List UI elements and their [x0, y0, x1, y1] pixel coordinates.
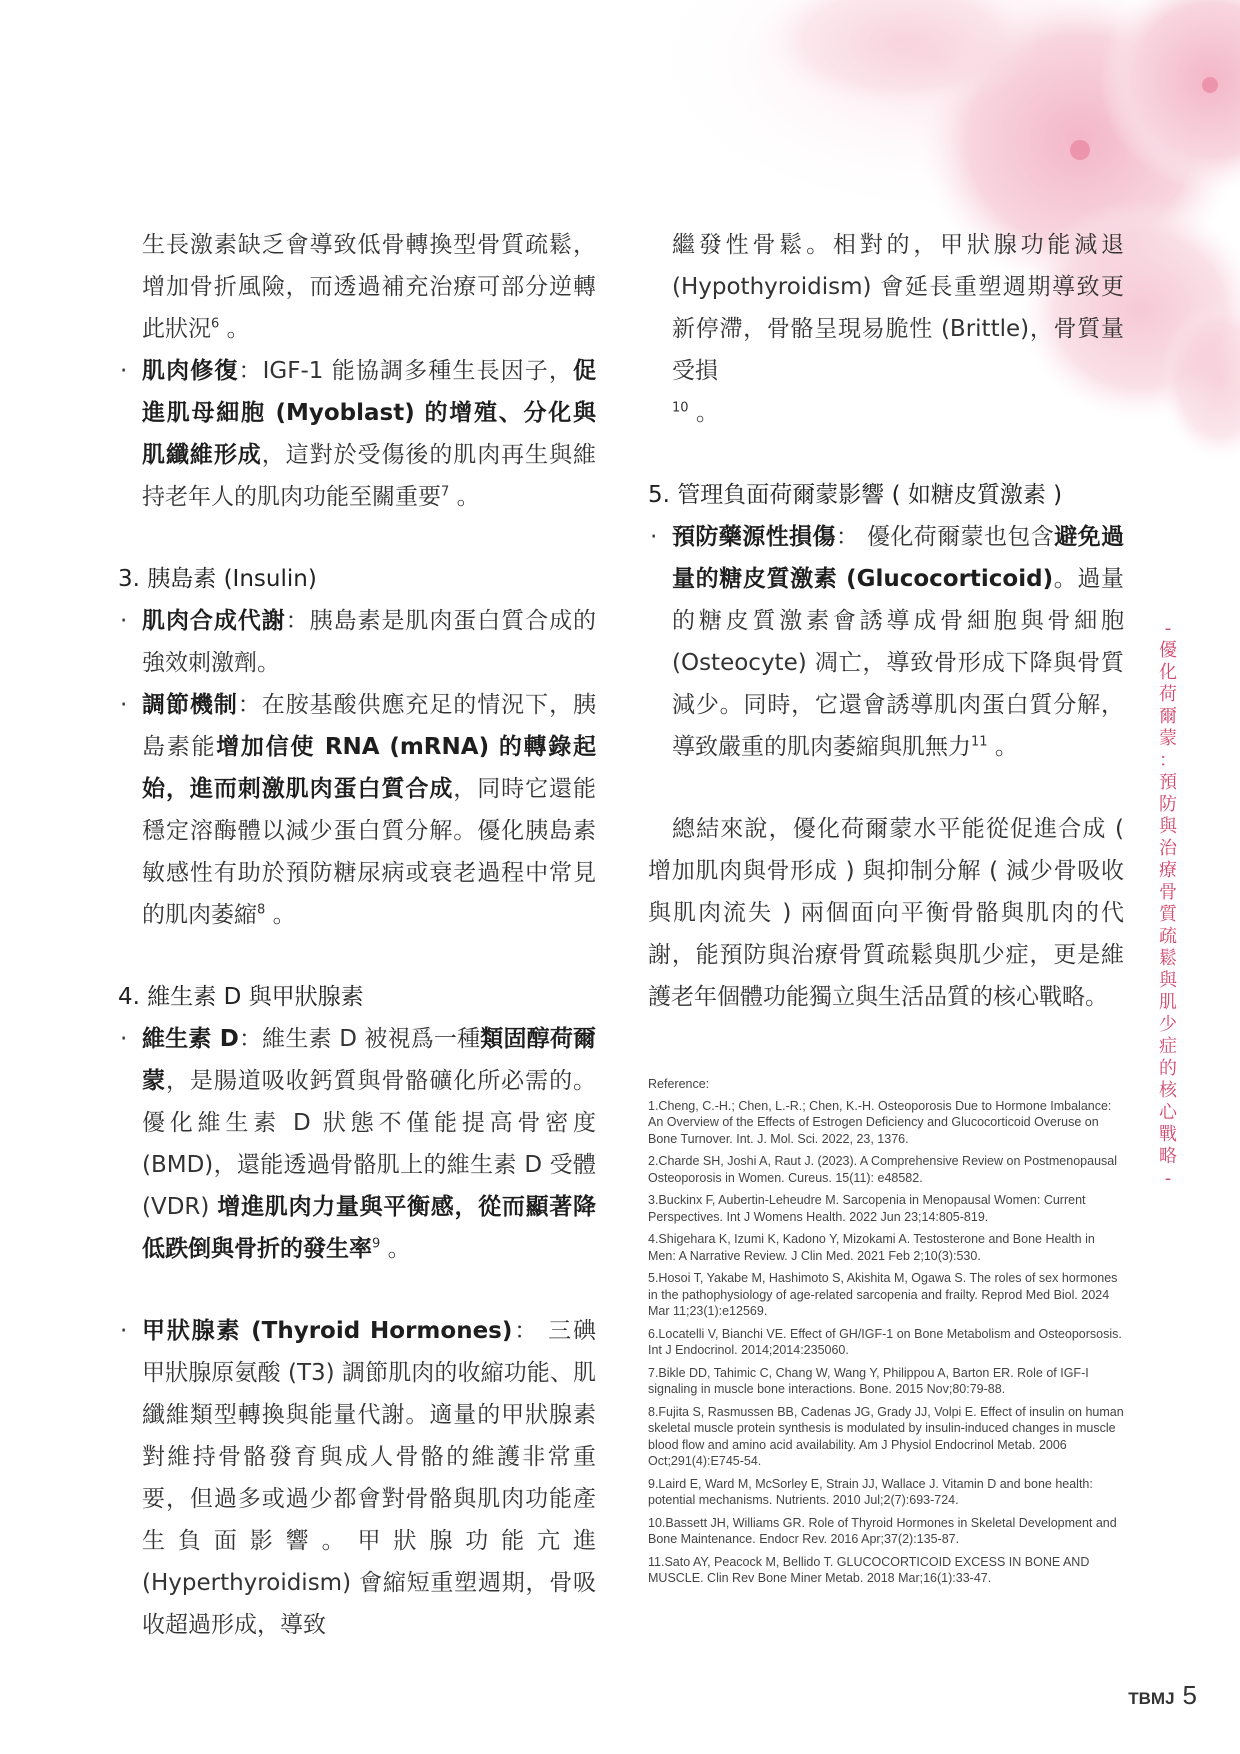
page-number: 5 — [1182, 1680, 1197, 1710]
left-column — [118, 224, 596, 1646]
reference-item: 5.Hosoi T, Yakabe M, Hashimoto S, Akishita M, Ogawa S. The roles of sex hormones in the pathophysiology of age-related sarcopenia and frailty. Reprod Med Biol. 2024 Mar 11;23(1):e12569. — [648, 1271, 1118, 1318]
side-title-char: 疏 — [1159, 926, 1177, 947]
reference-list — [648, 1076, 1124, 1593]
side-title-char: 治 — [1159, 838, 1177, 859]
side-title — [1156, 618, 1180, 1190]
side-title-char: 預 — [1159, 772, 1177, 793]
side-title-char: 的 — [1159, 1058, 1177, 1079]
side-title-char: 優 — [1159, 640, 1177, 661]
side-title-char: 戰 — [1159, 1124, 1177, 1145]
side-title-char: 質 — [1159, 904, 1177, 925]
section-heading-negative-hormones: 5. 管理負面荷爾蒙影響 ( 如糖皮質激素 ) — [648, 482, 1063, 508]
paragraph: 生長激素缺乏會導致低骨轉換型骨質疏鬆，增加骨折風險，而透過補充治療可部分逆轉此狀況$^6$ 。 — [142, 232, 596, 342]
section-heading-insulin: 3. 胰島素 (Insulin) — [118, 566, 317, 592]
bullet-muscle-repair: · 肌肉修復：IGF-1 能協調多種生長因子，促進肌母細胞 (Myoblast) 的增殖、分化與肌纖維形成，這對於受傷後的肌肉再生與維持老年人的肌肉功能至關重要$^7$ 。 — [120, 358, 597, 510]
side-title-char: 化 — [1159, 662, 1177, 683]
side-title-char: 核 — [1159, 1080, 1177, 1101]
page-footer — [1128, 1680, 1197, 1711]
reference-title: Reference: — [648, 1077, 710, 1091]
side-title-char: 略 — [1159, 1146, 1177, 1167]
bullet-thyroid: · 甲狀腺素 (Thyroid Hormones)： 三碘甲狀腺原氨酸 (T3) 調節肌肉的收縮功能、肌纖維類型轉換與能量代謝。適量的甲狀腺素對維持骨骼發育與成人骨骼的維護非常重要，但過多或過少都會對骨骼與肌肉功能產生負面影響。甲狀腺功能亢進 (Hyperthyroidism) 會縮短重塑週期，骨吸收超過形成，導致 — [120, 1318, 596, 1638]
right-column — [648, 224, 1124, 1018]
side-title-char: 症 — [1159, 1036, 1177, 1057]
side-title-char: 少 — [1159, 1014, 1177, 1035]
bullet-regulation: · 調節機制：在胺基酸供應充足的情況下，胰島素能增加信使 RNA (mRNA) 的轉錄起始，進而刺激肌肉蛋白質合成，同時它還能穩定溶酶體以減少蛋白質分解。優化胰島素敏感性有助於預防糖尿病或衰老過程中常見的肌肉萎縮$^8$ 。 — [120, 692, 597, 928]
reference-item: 10.Bassett JH, Williams GR. Role of Thyroid Hormones in Skeletal Development and Bone Maintenance. Endocr Rev. 2016 Apr;37(2):135-87. — [648, 1515, 1117, 1546]
side-title-char: 防 — [1159, 794, 1177, 815]
bullet-drug-induced: · 預防藥源性損傷： 優化荷爾蒙也包含避免過量的糖皮質激素 (Glucocorticoid)。過量的糖皮質激素會誘導成骨細胞與骨細胞 (Osteocyte) 凋亡，導致骨形成下降與骨質減少。同時，它還會誘導肌肉蛋白質分解，導致嚴重的肌肉萎縮與肌無力$^{11}$ 。 — [650, 524, 1125, 760]
side-title-char: 心 — [1159, 1102, 1177, 1123]
side-title-char: - — [1164, 618, 1172, 639]
side-title-char: 荷 — [1159, 684, 1177, 705]
side-title-char: ： — [1159, 750, 1177, 771]
reference-item: 9.Laird E, Ward M, McSorley E, Strain JJ, Wallace J. Vitamin D and bone health: potential mechanisms. Nutrients. 2010 Jul;2(7):693-724. — [648, 1476, 1093, 1507]
side-title-char: 與 — [1159, 970, 1177, 991]
summary-paragraph: 總結來說，優化荷爾蒙水平能從促進合成 ( 增加肌肉與骨形成 ) 與抑制分解 ( 減少骨吸收與肌肉流失 ) 兩個面向平衡骨骼與肌肉的代謝，能預防與治療骨質疏鬆與肌少症，更是維護老年個體功能獨立與生活品質的核心戰略。 — [648, 816, 1124, 1010]
reference-item: 11.Sato AY, Peacock M, Bellido T. GLUCOCORTICOID EXCESS IN BONE AND MUSCLE. Clin Rev Bone Miner Metab. 2018 Mar;16(1):33-47. — [648, 1554, 1090, 1585]
reference-item: 8.Fujita S, Rasmussen BB, Cadenas JG, Grady JJ, Volpi E. Effect of insulin on human skeletal muscle protein synthesis is modulated by insulin-induced changes in muscle blood flow and amino acid availability. Am J Physiol Endocrinol Metab. 2006 Oct;291(4):E745-54. — [648, 1404, 1124, 1468]
section-heading-vitamin-d: 4. 維生素 D 與甲狀腺素 — [118, 984, 364, 1010]
reference-item: 7.Bikle DD, Tahimic C, Chang W, Wang Y, Philippou A, Barton ER. Role of IGF-I signaling in muscle bone interactions. Bone. 2015 Nov;80:79-88. — [648, 1365, 1089, 1396]
side-title-char: 與 — [1159, 816, 1177, 837]
bullet-anabolism: · 肌肉合成代謝：胰島素是肌肉蛋白質合成的強效刺激劑。 — [120, 608, 597, 676]
side-title-char: - — [1164, 1168, 1172, 1189]
reference-item: 4.Shigehara K, Izumi K, Kadono Y, Mizokami A. Testosterone and Bone Health in Men: A Narrative Review. J Clin Med. 2021 Feb 2;10(3):530. — [648, 1232, 1095, 1263]
journal-name: TBMJ — [1128, 1689, 1175, 1708]
side-title-char: 療 — [1159, 860, 1177, 881]
side-title-char: 肌 — [1159, 992, 1177, 1013]
side-title-char: 爾 — [1159, 706, 1177, 727]
reference-item: 2.Charde SH, Joshi A, Raut J. (2023). A Comprehensive Review on Postmenopausal Osteoporosis in Women. Cureus. 15(11): e48582. — [648, 1154, 1118, 1185]
side-title-char: 骨 — [1159, 882, 1177, 903]
reference-item: 3.Buckinx F, Aubertin-Leheudre M. Sarcopenia in Menopausal Women: Current Perspectives. Int J Womens Health. 2022 Jun 23;14:805-819. — [648, 1193, 1086, 1224]
reference-item: 1.Cheng, C.-H.; Chen, L.-R.; Chen, K.-H. Osteoporosis Due to Hormone Imbalance: An Overview of the Effects of Estrogen Deficiency and Glucocorticoid Overuse on Bone Turnover. Int. J. Mol. Sci. 2022, 23, 1376. — [648, 1098, 1112, 1146]
paragraph-continued: 繼發性骨鬆。相對的，甲狀腺功能減退 (Hypothyroidism) 會延長重塑週期導致更新停滯，骨骼呈現易脆性 (Brittle)，骨質量受損 $^{10}$ 。 — [672, 232, 1124, 426]
bullet-vitamin-d: · 維生素 D：維生素 D 被視爲一種類固醇荷爾蒙，是腸道吸收鈣質與骨骼礦化所必需的。優化維生素 D 狀態不僅能提高骨密度 (BMD)，還能透過骨骼肌上的維生素 D 受體 (VDR) 增進肌肉力量與平衡感，從而顯著降低跌倒與骨折的發生率$^9$ 。 — [120, 1026, 597, 1262]
side-title-char: 蒙 — [1159, 728, 1177, 749]
reference-item: 6.Locatelli V, Bianchi VE. Effect of GH/IGF-1 on Bone Metabolism and Osteoporsosis. Int J Endocrinol. 2014;2014:235060. — [648, 1326, 1122, 1357]
side-title-char: 鬆 — [1159, 948, 1177, 969]
